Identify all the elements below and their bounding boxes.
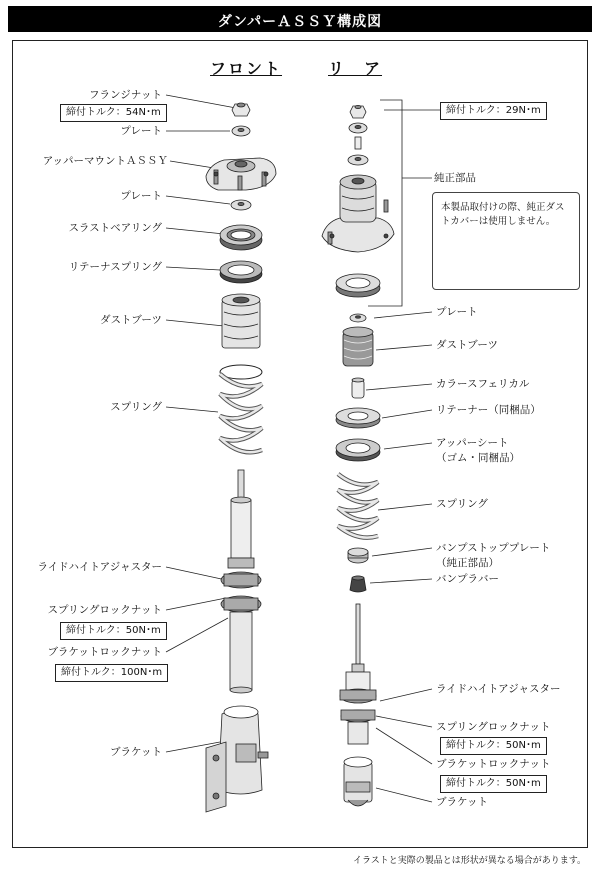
rear-collar [352,378,364,398]
label-front-plate2: プレート [120,190,162,202]
label-upper-seat-1: アッパーシート [436,437,509,449]
label-front-bracket-lock: ブラケットロックナット [47,646,162,658]
front-plate2 [231,200,251,210]
label-rear-bracket-lock: ブラケットロックナット [436,758,551,770]
label-genuine: 純正部品 [434,172,476,184]
leader-rear-ride-height [380,689,432,701]
rear-upper-seat [336,439,380,461]
leader-collar [366,384,432,390]
rear-damper-body [340,604,376,744]
front-thrust-bearing [220,225,262,250]
rear-dust-boot [343,327,373,366]
label-front-dust-boot: ダストブーツ [100,314,162,326]
leader-flange-nut [166,95,236,108]
front-spring [220,365,262,452]
leader-retainer [382,410,432,418]
front-retainer-spring [220,261,262,283]
leader-rear-bracket-lock [376,728,432,764]
leader-spring-lock [166,598,226,610]
label-rear-spring-lock: スプリングロックナット [436,721,551,733]
rear-plate [350,314,366,322]
note-text: 本製品取付けの際、純正ダストカバーは使用しません。 [441,202,565,227]
label-front-spring-lock-torque: 締付トルク：50N･m [60,622,167,640]
front-bracket [206,706,268,812]
leader-rear-plate [374,312,432,318]
label-front-spring-lock: スプリングロックナット [47,604,162,616]
leader-bump-plate [372,548,432,556]
rear-seat-ring [336,274,380,297]
rear-bracket [344,757,372,806]
front-upper-mount [206,158,276,190]
label-front-spring: スプリング [110,401,162,413]
rear-washer2 [348,155,368,165]
front-dust-boot [222,294,260,348]
label-front-ride-height: ライドハイトアジャスター [37,561,162,573]
label-bump-plate-1: バンプストッププレート [436,542,551,554]
label-bump-rubber: バンプラバー [436,573,499,585]
label-rear-top-torque: 締付トルク：29N･m [440,102,547,120]
leader-dust-boot [166,320,224,326]
leader-plate2 [166,196,230,204]
front-heading: フロント [210,59,283,78]
label-flange-nut: フランジナット [88,89,162,101]
label-upper-mount: アッパーマウントＡＳＳＹ [42,155,168,167]
rear-top-nut [350,105,366,118]
rear-upper-mount [322,175,394,252]
label-rear-spring-lock-torque: 締付トルク：50N･m [440,737,547,755]
label-retainer-spring: リテーナスプリング [68,261,162,273]
footer-note: イラストと実際の製品とは形状が異なる場合があります。 [352,856,586,866]
label-front-plate1: プレート [120,125,162,137]
page-title: ダンパーＡＳＳＹ構成図 [217,14,383,30]
rear-collar-top [355,137,361,149]
leader-upper-mount [170,161,214,168]
label-flange-torque: 締付トルク：54N･m [60,104,167,122]
leader-thrust-bearing [166,228,224,234]
rear-bump-plate [348,548,368,563]
label-rear-ride-height: ライドハイトアジャスター [436,683,561,695]
label-front-bracket-lock-torque: 締付トルク：100N･m [55,664,168,682]
leader-ride-height [166,567,226,580]
label-front-bracket: ブラケット [110,746,162,758]
label-collar: カラースフェリカル [436,378,530,390]
rear-heading: リ ア [328,59,383,78]
front-damper-body [221,470,261,693]
leader-upper-seat [384,443,432,449]
label-upper-seat-2: （ゴム・同梱品） [436,452,520,464]
label-rear-dust-boot: ダストブーツ [436,339,498,351]
label-retainer: リテーナー（同梱品） [436,404,541,416]
rear-washer1 [349,123,367,133]
rear-bump-rubber [350,576,366,592]
front-plate1 [232,126,250,136]
label-rear-spring: スプリング [436,498,488,510]
leader-bracket-lock [166,618,228,652]
leader-rear-spring [378,504,432,510]
leader-retainer-spring [166,267,220,270]
label-rear-bracket: ブラケット [436,796,488,808]
leader-rear-bracket [376,788,432,802]
label-thrust-bearing: スラストベアリング [68,222,162,234]
label-rear-plate: プレート [436,306,478,318]
note-box [432,192,580,290]
rear-spring [338,474,378,538]
label-rear-bracket-lock-torque: 締付トルク：50N･m [440,775,547,793]
label-bump-plate-2: （純正部品） [436,557,499,569]
leader-spring [166,407,218,412]
leader-rear-spring-lock [376,716,432,727]
front-flange-nut [232,103,250,116]
leader-bump-rubber [370,579,432,583]
rear-retainer [336,408,380,428]
leader-rear-dust-boot [376,345,432,350]
